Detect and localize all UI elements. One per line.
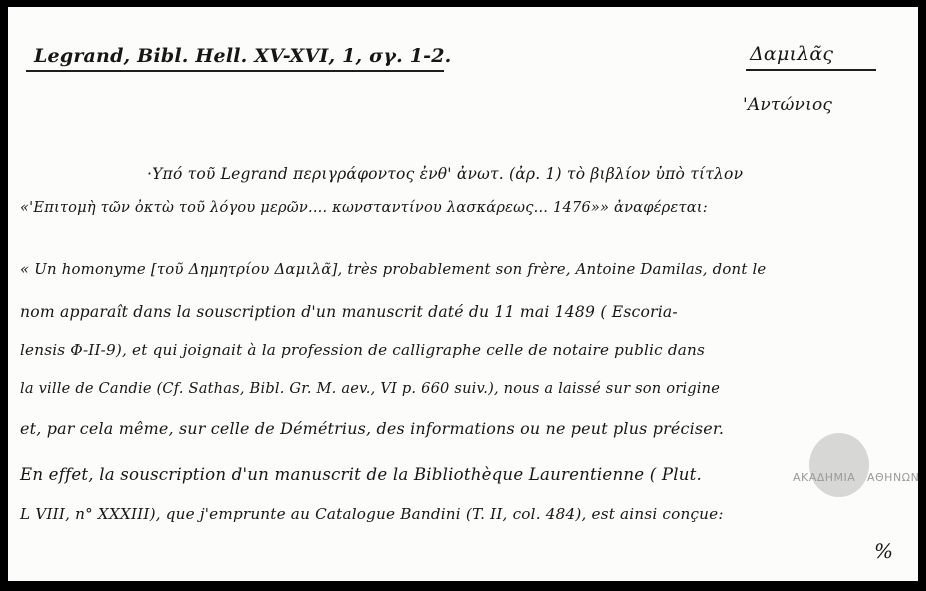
seal-icon: [809, 433, 869, 497]
text-line-7: et, par cela même, sur celle de Démétrius, des informations ou ne peut plus préciser.: [20, 419, 725, 438]
text-line-2: «'Επιτομὴ τῶν ὀκτὼ τοῦ λόγου μερῶν.... κωνσταντίνου λασκάρεως... 1476»» ἀναφέρεται:: [20, 199, 708, 216]
academy-watermark: [793, 433, 926, 503]
index-card: [8, 7, 918, 581]
surname-heading: Δαμιλᾶς: [750, 43, 834, 65]
text-line-4: nom apparaît dans la souscription d'un manuscrit daté du 11 mai 1489 ( Escoria-: [20, 303, 678, 321]
bibliographic-reference: Legrand, Bibl. Hell. XV-XVI, 1, σγ. 1-2.: [34, 45, 452, 67]
watermark-right: ΑΘΗΝΩΝ: [867, 471, 920, 484]
text-line-1: ·Υπό τοῦ Legrand περιγράφοντος ἐνθ' ἀνωτ. (ἀρ. 1) τὸ βιβλίον ὑπὸ τίτλον: [147, 165, 744, 183]
given-name-heading: 'Αντώνιος: [743, 95, 833, 115]
text-line-3: « Un homonyme [τοῦ Δημητρίου Δαμιλᾶ], très probablement son frère, Antoine Damilas, dont le: [20, 260, 767, 278]
watermark-left: ΑΚΑΔΗΜΙΑ: [793, 471, 856, 484]
reference-underline: [26, 70, 444, 72]
text-line-8: En effet, la souscription d'un manuscrit de la Bibliothèque Laurentienne ( Plut.: [20, 465, 702, 484]
text-line-9: L VIII, n° XXXIII), que j'emprunte au Catalogue Bandini (T. II, col. 484), est ainsi conçue:: [20, 505, 724, 523]
text-line-6: la ville de Candie (Cf. Sathas, Bibl. Gr. M. aev., VI p. 660 suiv.), nous a laissé sur son origine: [20, 380, 721, 397]
continuation-mark: %: [874, 539, 894, 563]
surname-underline: [746, 69, 876, 71]
text-line-5: lensis Φ-II-9), et qui joignait à la profession de calligraphe celle de notaire public dans: [20, 341, 706, 359]
